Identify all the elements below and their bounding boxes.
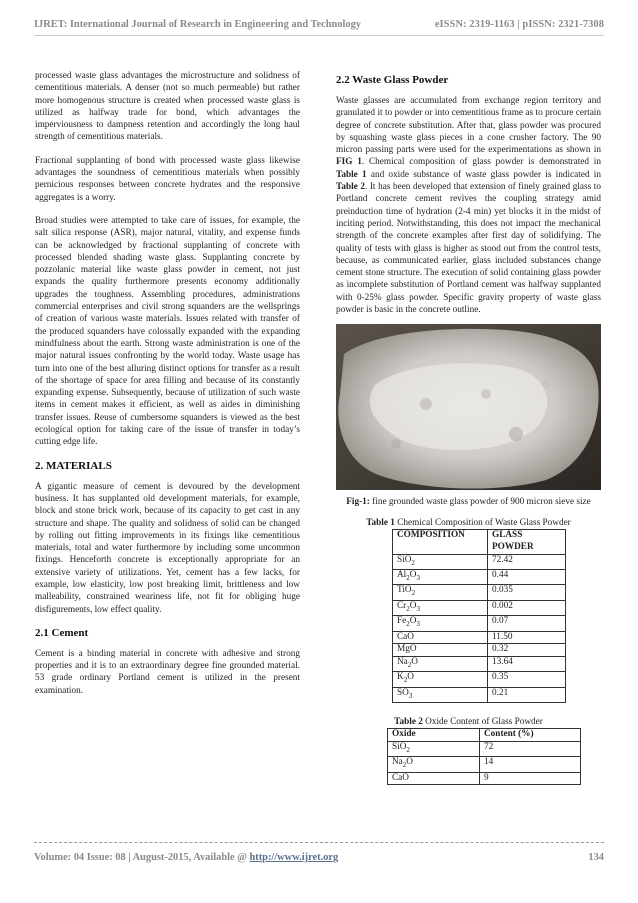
issn-label: eISSN: 2319-1163 | pISSN: 2321-7308 bbox=[434, 19, 604, 30]
section-heading-cement: 2.1 Cement bbox=[35, 626, 89, 639]
footer-volume: Volume: 04 Issue: 08 | August-2015, Available @ http://www.ijret.org bbox=[34, 852, 339, 863]
figure-label: Fig-1: bbox=[346, 497, 370, 508]
page-header bbox=[34, 12, 604, 36]
oxide-formula-cell: MgO bbox=[393, 644, 488, 657]
table-row bbox=[393, 554, 566, 569]
table1-reference: Table 1 bbox=[336, 169, 367, 180]
table-row bbox=[388, 757, 581, 772]
value-cell: 0.32 bbox=[488, 644, 566, 657]
table-row bbox=[393, 687, 566, 702]
oxide-formula-cell: $Cr_2O_3$ bbox=[393, 600, 488, 615]
value-cell: 14 bbox=[480, 757, 581, 772]
table-row bbox=[388, 741, 581, 756]
table-row bbox=[393, 656, 566, 671]
table1-caption: Table 1 Chemical Composition of Waste Glass Powder bbox=[366, 518, 571, 529]
section-heading-materials: 2. MATERIALS bbox=[35, 459, 112, 472]
oxide-formula-cell: TiO$_2$ bbox=[393, 585, 488, 600]
section-heading-waste-glass-powder: 2.2 Waste Glass Powder bbox=[336, 74, 449, 86]
right-column bbox=[336, 70, 601, 785]
table-header: GLASS POWDER bbox=[488, 530, 566, 554]
journal-title: IJRET: International Journal of Research in Engineering and Technology bbox=[34, 19, 361, 30]
paragraph: Waste glasses are accumulated from exchange region territory and granulated it to powder or into cementitious frame as to procure certain degree of concrete substitution. After that, glass powder was procured by squashing waste glass pieces in a cone crusher factory. The 90 micron passing parts were used for the experimentations as shown in FIG 1. Chemical composition of glass powder is demonstrated in Table 1 and oxide substance of waste glass powder is indicated in Table 2. It has been developed that extension of finely grained glass to Portland concrete cement revives the coupling strategy amid preinduction time of hydration (2-4 min) yet blocks it in the midst of inciting period. Notwithstanding, this does not impact the mechanical strength of the concrete examples after first day of solidifying. The quality of tests with glass is higher as stood out from the control tests, because, as communicated earlier, glass included substances change cement stone structure. The execution of solid containing glass powder as incomplete substitution of Portland cement was halfway supplanted with 0-25% glass powder. Specific gravity property of waste glass powder is basic in the concrete outline. bbox=[336, 96, 601, 316]
left-column bbox=[35, 70, 300, 708]
table-header: COMPOSITION bbox=[393, 530, 488, 554]
oxide-formula-cell: $K_2O$ bbox=[393, 672, 488, 687]
chemical-composition-table bbox=[392, 529, 566, 703]
table2-reference: Table 2 bbox=[336, 182, 365, 193]
glass-powder-image bbox=[336, 324, 601, 490]
table2-caption: Table 2 Oxide Content of Glass Powder bbox=[394, 717, 543, 728]
value-cell: 72 bbox=[480, 741, 581, 756]
oxide-formula-cell: $Al_2O_3$ bbox=[393, 569, 488, 584]
table-header: Oxide bbox=[388, 729, 480, 742]
value-cell: 0.21 bbox=[488, 687, 566, 702]
figure-caption: Fig-1: fine grounded waste glass powder of 900 micron sieve size bbox=[346, 497, 591, 508]
table-row bbox=[393, 616, 566, 631]
value-cell: 72.42 bbox=[488, 554, 566, 569]
oxide-formula-cell: $SO_3$ bbox=[393, 687, 488, 702]
value-cell: 0.44 bbox=[488, 569, 566, 584]
table-row bbox=[393, 644, 566, 657]
oxide-formula-cell: CaO bbox=[393, 631, 488, 644]
value-cell: 0.002 bbox=[488, 600, 566, 615]
oxide-formula-cell: CaO bbox=[388, 772, 480, 785]
paragraph: Cement is a binding material in concrete with adhesive and strong properties and it is to an extraordinary degree fine grounded material. 53 grade ordinary Portland cement is utilized in the present examination. bbox=[35, 648, 300, 696]
paragraph: Fractional supplanting of bond with processed waste glass likewise advantages the soundness of cementitious materials when possibly pernicious responses between concrete hydrates and the responsive aggregates is a worry. bbox=[35, 155, 300, 203]
fig-reference: FIG 1 bbox=[336, 157, 362, 168]
oxide-formula-cell: SiO$_2$ bbox=[393, 554, 488, 569]
oxide-formula-cell: $Na_2O$ bbox=[393, 656, 488, 671]
table-row bbox=[388, 772, 581, 785]
page-number: 134 bbox=[588, 852, 604, 863]
paragraph: Broad studies were attempted to take care of issues, for example, the salt silica response (ASR), major natural, vitality, and expense funds can be acknowledged by fractional supplanting of concrete with processed blended shading waste glass. Supplanting concrete by pozzolanic material like waste glass powder in cement, not just expands the quality furthermore presents economy additionally upgrades the toughness. Assembling procedures, administrations commercial enterprises and civil strong squanders are the wellsprings of creation of various waste materials. Issues related with transfer of the produced squanders have colossally expanded with the expanding mindfulness about the earth. Strong waste administration is one of the major natural issues confronting by the world today. Waste usage has turn into one of the best alluring distinct options for transfer as a result of the shortage of space for area filling and because of its constantly expanding expense. Subsequently, because of utilization of such waste items in cement makes it efficient, as well as aides in diminishing transfer issues. Reuse of cumbersome squanders is viewed as the best ecological option for taking care of the issue of transfer in today’s cutting edge life. bbox=[35, 215, 300, 448]
value-cell: 0.07 bbox=[488, 616, 566, 631]
table-row bbox=[393, 672, 566, 687]
oxide-content-table bbox=[387, 728, 581, 785]
oxide-formula-cell: SiO$_2$ bbox=[388, 741, 480, 756]
value-cell: 0.35 bbox=[488, 672, 566, 687]
table-row bbox=[393, 585, 566, 600]
oxide-formula-cell: $Fe_2O_3$ bbox=[393, 616, 488, 631]
value-cell: 13.64 bbox=[488, 656, 566, 671]
table-row bbox=[393, 600, 566, 615]
glass-powder-photo bbox=[336, 324, 601, 490]
table-row bbox=[393, 631, 566, 644]
paragraph: A gigantic measure of cement is devoured by the development business. It has supplanted old development materials, for example, block and stone brick work, because of its capacity to get cast in any structure and shape. The quality and solidness of solid can be changed by rolling out fitting improvements in its fixings like cementitious materials, total and water furthermore by including some uncommon fixings. Henceforth concrete is exceptionally appropriate for an extensive variety of utilizations. Yet, cement has a few lacks, for example, low elasticity, low post breaking limit, brittleness and low malleability, constrained weariness life, not fit for obliging huge disfigurements, low effect quality. bbox=[35, 481, 300, 615]
value-cell: 11.50 bbox=[488, 631, 566, 644]
table-header: Content (%) bbox=[480, 729, 581, 742]
journal-link[interactable]: http://www.ijret.org bbox=[249, 852, 339, 863]
oxide-formula-cell: $Na_2O$ bbox=[388, 757, 480, 772]
paragraph: processed waste glass advantages the microstructure and solidness of cementitious materials. A denser (not so much permeable) but rather more homogenous structure is created when processed waste glass is utilized as halfway trade for bond, which advantages the imperviousness to dampness retention and accordingly the long haul strength of cementitious materials. bbox=[35, 71, 300, 143]
footer-divider bbox=[34, 842, 604, 843]
value-cell: 0.035 bbox=[488, 585, 566, 600]
table-row bbox=[393, 569, 566, 584]
value-cell: 9 bbox=[480, 772, 581, 785]
page-footer bbox=[34, 852, 604, 863]
